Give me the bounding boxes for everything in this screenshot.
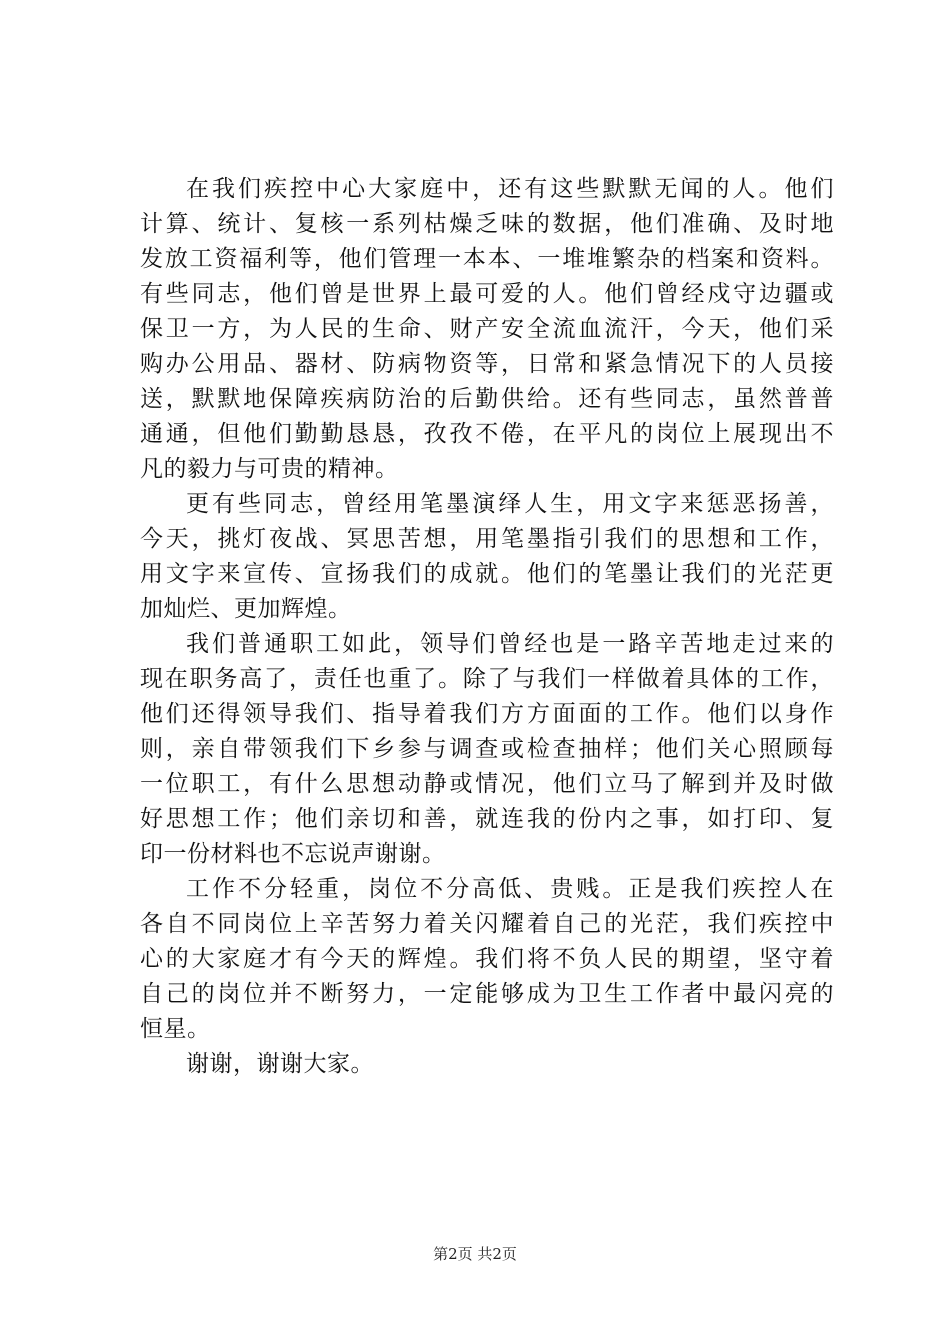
- text-line: 谢谢，谢谢大家。: [186, 1051, 374, 1077]
- text-line: 恒星。: [140, 1016, 211, 1042]
- text-line: 自己的岗位并不断努力，一定能够成为卫生工作者中最闪亮的: [140, 981, 834, 1007]
- text-line: 在我们疾控中心大家庭中，还有这些默默无闻的人。他们: [186, 176, 834, 202]
- text-line: 用文字来宣传、宣扬我们的成就。他们的笔墨让我们的光茫更: [140, 561, 834, 587]
- text-line: 加灿烂、更加辉煌。: [140, 596, 352, 622]
- document-body: [140, 172, 834, 1082]
- text-line: 通通，但他们勤勤恳恳，孜孜不倦，在平凡的岗位上展现出不: [140, 421, 834, 447]
- page-footer: 第2页 共2页: [433, 1245, 517, 1263]
- text-line: 工作不分轻重，岗位不分高低、贵贱。正是我们疾控人在: [186, 876, 834, 902]
- text-line: 更有些同志，曾经用笔墨演绎人生，用文字来惩恶扬善，: [186, 491, 834, 517]
- text-line: 购办公用品、器材、防病物资等，日常和紧急情况下的人员接: [140, 351, 834, 377]
- text-line: 保卫一方，为人民的生命、财产安全流血流汗，今天，他们采: [140, 316, 834, 342]
- text-line: 印一份材料也不忘说声谢谢。: [140, 841, 446, 867]
- text-line: 凡的毅力与可贵的精神。: [140, 456, 399, 482]
- text-line: 现在职务高了，责任也重了。除了与我们一样做着具体的工作，: [140, 666, 834, 692]
- text-line: 今天，挑灯夜战、冥思苦想，用笔墨指引我们的思想和工作，: [140, 526, 834, 552]
- text-line: 他们还得领导我们、指导着我们方方面面的工作。他们以身作: [140, 701, 834, 727]
- text-line: 我们普通职工如此，领导们曾经也是一路辛苦地走过来的: [186, 631, 834, 657]
- text-line: 好思想工作；他们亲切和善，就连我的份内之事，如打印、复: [140, 806, 834, 832]
- text-line: 计算、统计、复核一系列枯燥乏味的数据，他们准确、及时地: [140, 211, 834, 237]
- text-line: 有些同志，他们曾是世界上最可爱的人。他们曾经戍守边疆或: [140, 281, 834, 307]
- text-line: 则，亲自带领我们下乡参与调查或检查抽样；他们关心照顾每: [140, 736, 834, 762]
- text-line: 一位职工，有什么思想动静或情况，他们立马了解到并及时做: [140, 771, 834, 797]
- text-line: 各自不同岗位上辛苦努力着关闪耀着自己的光茫，我们疾控中: [140, 911, 834, 937]
- text-line: 心的大家庭才有今天的辉煌。我们将不负人民的期望，坚守着: [140, 946, 834, 972]
- text-line: 送，默默地保障疾病防治的后勤供给。还有些同志，虽然普普: [140, 386, 834, 412]
- text-line: 发放工资福利等，他们管理一本本、一堆堆繁杂的档案和资料。: [140, 246, 834, 272]
